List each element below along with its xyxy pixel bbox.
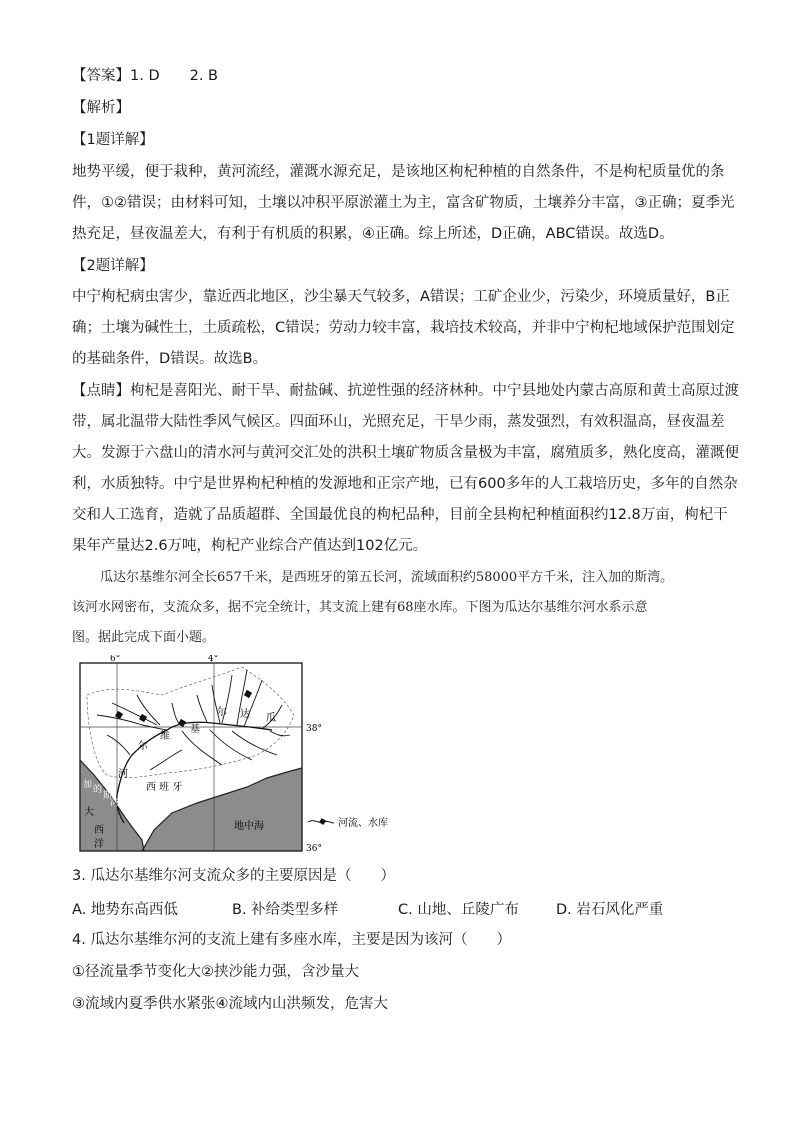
q3-option-c[interactable]: C. 山地、丘陵广布 [398,902,519,918]
legend-label: 河流、水库 [338,818,388,829]
answer-q1: 1. D [130,68,160,84]
key-points-line: 果年产量达2.6万吨，枸杞产业综合产值达到102亿元。 [72,538,428,554]
svg-text:西: 西 [94,825,104,836]
q1-detail-title: 【1题详解】 [72,132,154,148]
legend-reservoir-icon [319,818,326,825]
q1-detail-line: 件，①②错误；由材料可知，土壤以冲积平原淤灌土为主，富含矿物质，土壤养分丰富，③正确；夏季光 [72,195,735,211]
country-label: 西 班 牙 [146,782,183,793]
key-points-line: 交和人工选育，造就了品质超群、全国最优良的枸杞品种，目前全县枸杞种植面积约12.8万亩，枸杞干 [72,507,728,523]
key-points-label: 【点睛】 [72,383,130,399]
lon-4-label: 4° [208,655,219,664]
q3-option-d[interactable]: D. 岩石风化严重 [556,902,664,918]
passage-line: 该河水网密布，支流众多，据不完全统计，其支流上建有68座水库。下图为瓜达尔基维尔河水系示意 [72,600,648,615]
river-name-char: 基 [190,724,200,735]
reservoir-markers [115,690,252,727]
q4-stem: 4. 瓜达尔基维尔河的支流上建有多座水库，主要是因为该河（ ） [72,932,511,948]
q2-detail-line: 的基础条件，D错误。故选B。 [72,351,268,367]
q3-option-b[interactable]: B. 补给类型多样 [232,902,339,918]
river-system-map [72,655,402,855]
mediterranean-sea-area [142,768,302,851]
lat-38-label: 38° [306,724,322,734]
lon-6-label: 6° [110,655,121,664]
q2-detail-title: 【2题详解】 [72,258,154,274]
river-name-char: 瓜 [266,713,276,724]
svg-text:湾: 湾 [110,798,120,808]
q2-detail-line: 确；土壤为碱性土，土质疏松，C错误；劳动力较丰富，栽培技术较高，并非中宁枸杞地域保护范围划定 [72,320,735,336]
q2-detail-line: 中宁枸杞病虫害少，靠近西北地区，沙尘暴天气较多，A错误；工矿企业少，污染少，环境质量好，B正 [72,289,730,305]
river-name-char: 河 [118,769,128,780]
sea-label: 地中海 [234,821,264,832]
q3-stem: 3. 瓜达尔基维尔河支流众多的主要原因是（ ） [72,868,395,884]
q1-detail-line: 地势平缓，便于栽种，黄河流经，灌溉水源充足，是该地区枸杞种植的自然条件，不是枸杞质量优的条 [72,164,725,180]
river-name-char: 维 [160,731,170,742]
river-name-char: 达 [240,709,250,720]
key-points-line: 带，属北温带大陆性季风气候区。四面环山，光照充足，干旱少雨，蒸发强烈，有效积温高，昼夜温差 [72,414,725,430]
river-name-char: 尔 [138,741,148,752]
key-points-line: 利，水质独特。中宁是世界枸杞种植的发源地和正宗产地，已有600多年的人工栽培历史，多年的自然杂 [72,476,738,492]
svg-text:的: 的 [93,785,103,795]
key-points-first-line: 【点睛】枸杞是喜阳光、耐干旱、耐盐碱、抗逆性强的经济林种。中宁县地处内蒙古高原和黄土高原过渡 [72,383,739,399]
q4-item-line: ③流域内夏季供水紧张④流域内山洪频发，危害大 [72,996,388,1012]
answer-label: 【答案】 [72,68,130,84]
svg-text:斯: 斯 [103,791,113,801]
tributaries [97,670,290,770]
svg-text:洋: 洋 [94,839,104,850]
passage-line: 瓜达尔基维尔河全长657千米，是西班牙的第五长河，流域面积约58000平方千米，注入加的斯湾。 [100,570,674,585]
answer-q2: 2. B [189,68,219,84]
analysis-label: 【解析】 [72,100,130,116]
river-name-char: 尔 [217,707,227,718]
lat-36-label: 36° [306,844,322,854]
answer-line [72,66,218,86]
q3-option-a[interactable]: A. 地势东高西低 [72,902,178,918]
svg-text:大: 大 [84,807,94,818]
svg-text:加: 加 [83,780,93,790]
q4-item-line: ①径流量季节变化大②挟沙能力强，含沙量大 [72,964,359,980]
key-points-line: 大。发源于六盘山的清水河与黄河交汇处的洪积土壤矿物质含量极为丰富，腐殖质多，熟化度高，灌溉便 [72,445,739,461]
legend [308,816,388,829]
q1-detail-line: 热充足，昼夜温差大，有利于有机质的积累，④正确。综上所述，D正确，ABC错误。故选D。 [72,226,674,242]
passage-line: 图。据此完成下面小题。 [72,630,216,645]
